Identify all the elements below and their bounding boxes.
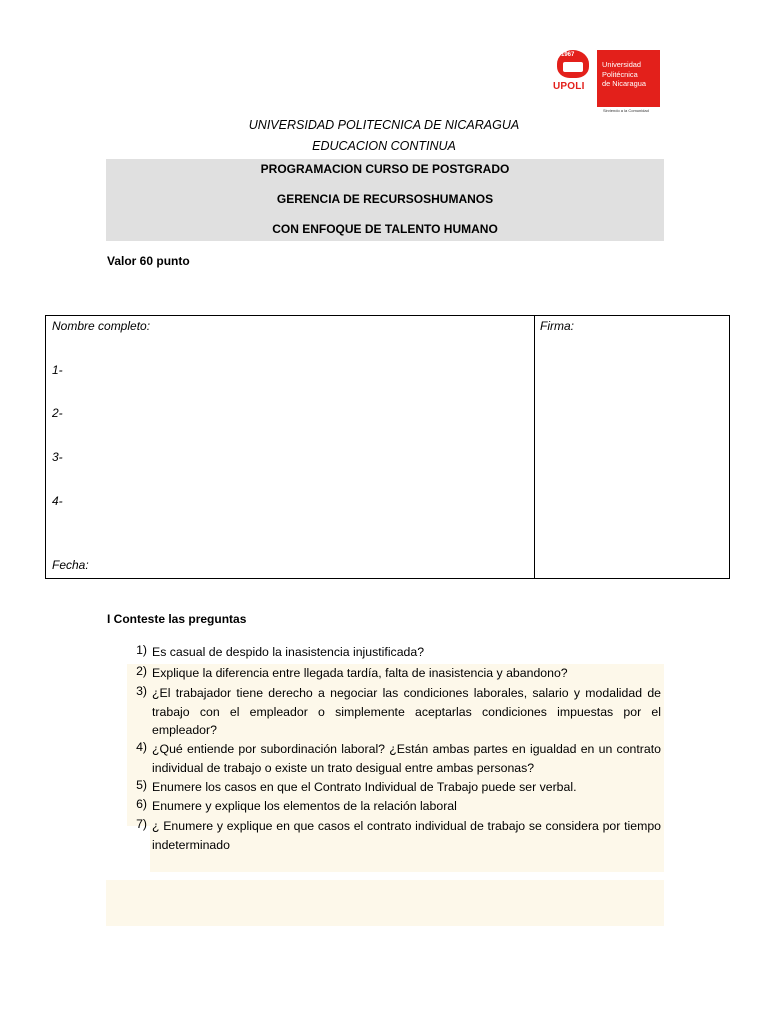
answer-highlight xyxy=(106,880,664,926)
question-text: Enumere los casos en que el Contrato Individual de Trabajo puede ser verbal. xyxy=(152,780,577,794)
question-number: 2) xyxy=(136,664,147,678)
question-text: ¿El trabajador tiene derecho a negociar las condiciones laborales, salario y modalidad de trabajo con el empleador o simplemente aceptarlas condiciones impuestas por el empleador? xyxy=(152,686,661,737)
upoli-logo xyxy=(553,48,665,118)
date-label: Fecha: xyxy=(52,558,89,572)
logo-year: 1967 xyxy=(561,52,575,58)
question-number: 7) xyxy=(136,817,147,831)
question-number: 5) xyxy=(136,778,147,792)
name-row-3: 3- xyxy=(52,450,63,464)
full-name-label: Nombre completo: xyxy=(52,319,151,333)
logo-name-line-1: Universidad xyxy=(602,60,642,69)
value-points: Valor 60 punto xyxy=(107,254,190,268)
name-row-2: 2- xyxy=(52,406,63,420)
student-info-table xyxy=(45,315,730,579)
signature-label: Firma: xyxy=(540,319,574,333)
course-program-title: PROGRAMACION CURSO DE POSTGRADO xyxy=(260,162,510,176)
upoli-seal-icon xyxy=(553,48,593,100)
question-text: ¿Qué entiende por subordinación laboral? ¿Están ambas partes en igualdad en un contrato individual de trabajo o existe un trato desigual entre ambas personas? xyxy=(152,742,661,775)
question-text: Es casual de despido la inasistencia injustificada? xyxy=(152,645,425,659)
course-name: GERENCIA DE RECURSOSHUMANOS xyxy=(276,192,494,206)
university-title: UNIVERSIDAD POLITECNICA DE NICARAGUA xyxy=(248,118,520,132)
department-title: EDUCACION CONTINUA xyxy=(312,139,456,153)
logo-short-name: UPOLI xyxy=(553,81,585,92)
logo-name-line-2: Politécnica xyxy=(602,69,638,79)
logo-name-line-3: de Nicaragua xyxy=(602,79,646,89)
logo-tagline: Sirviendo a la Comunidad xyxy=(603,108,649,113)
table-divider xyxy=(534,316,535,578)
course-focus: CON ENFOQUE DE TALENTO HUMANO xyxy=(272,222,498,236)
question-number: 1) xyxy=(136,643,147,657)
name-row-4: 4- xyxy=(52,494,63,508)
question-text: Explique la diferencia entre llegada tardía, falta de inasistencia y abandono? xyxy=(152,666,568,680)
question-number: 3) xyxy=(136,684,147,698)
section-title: I Conteste las preguntas xyxy=(107,612,247,626)
name-row-1: 1- xyxy=(52,363,63,377)
question-number: 6) xyxy=(136,797,147,811)
question-number: 4) xyxy=(136,740,147,754)
logo-name-box xyxy=(597,50,660,107)
question-text: Enumere y explique los elementos de la relación laboral xyxy=(152,799,457,813)
question-text: ¿ Enumere y explique en que casos el contrato individual de trabajo se considera por tiempo indeterminado xyxy=(152,819,661,852)
